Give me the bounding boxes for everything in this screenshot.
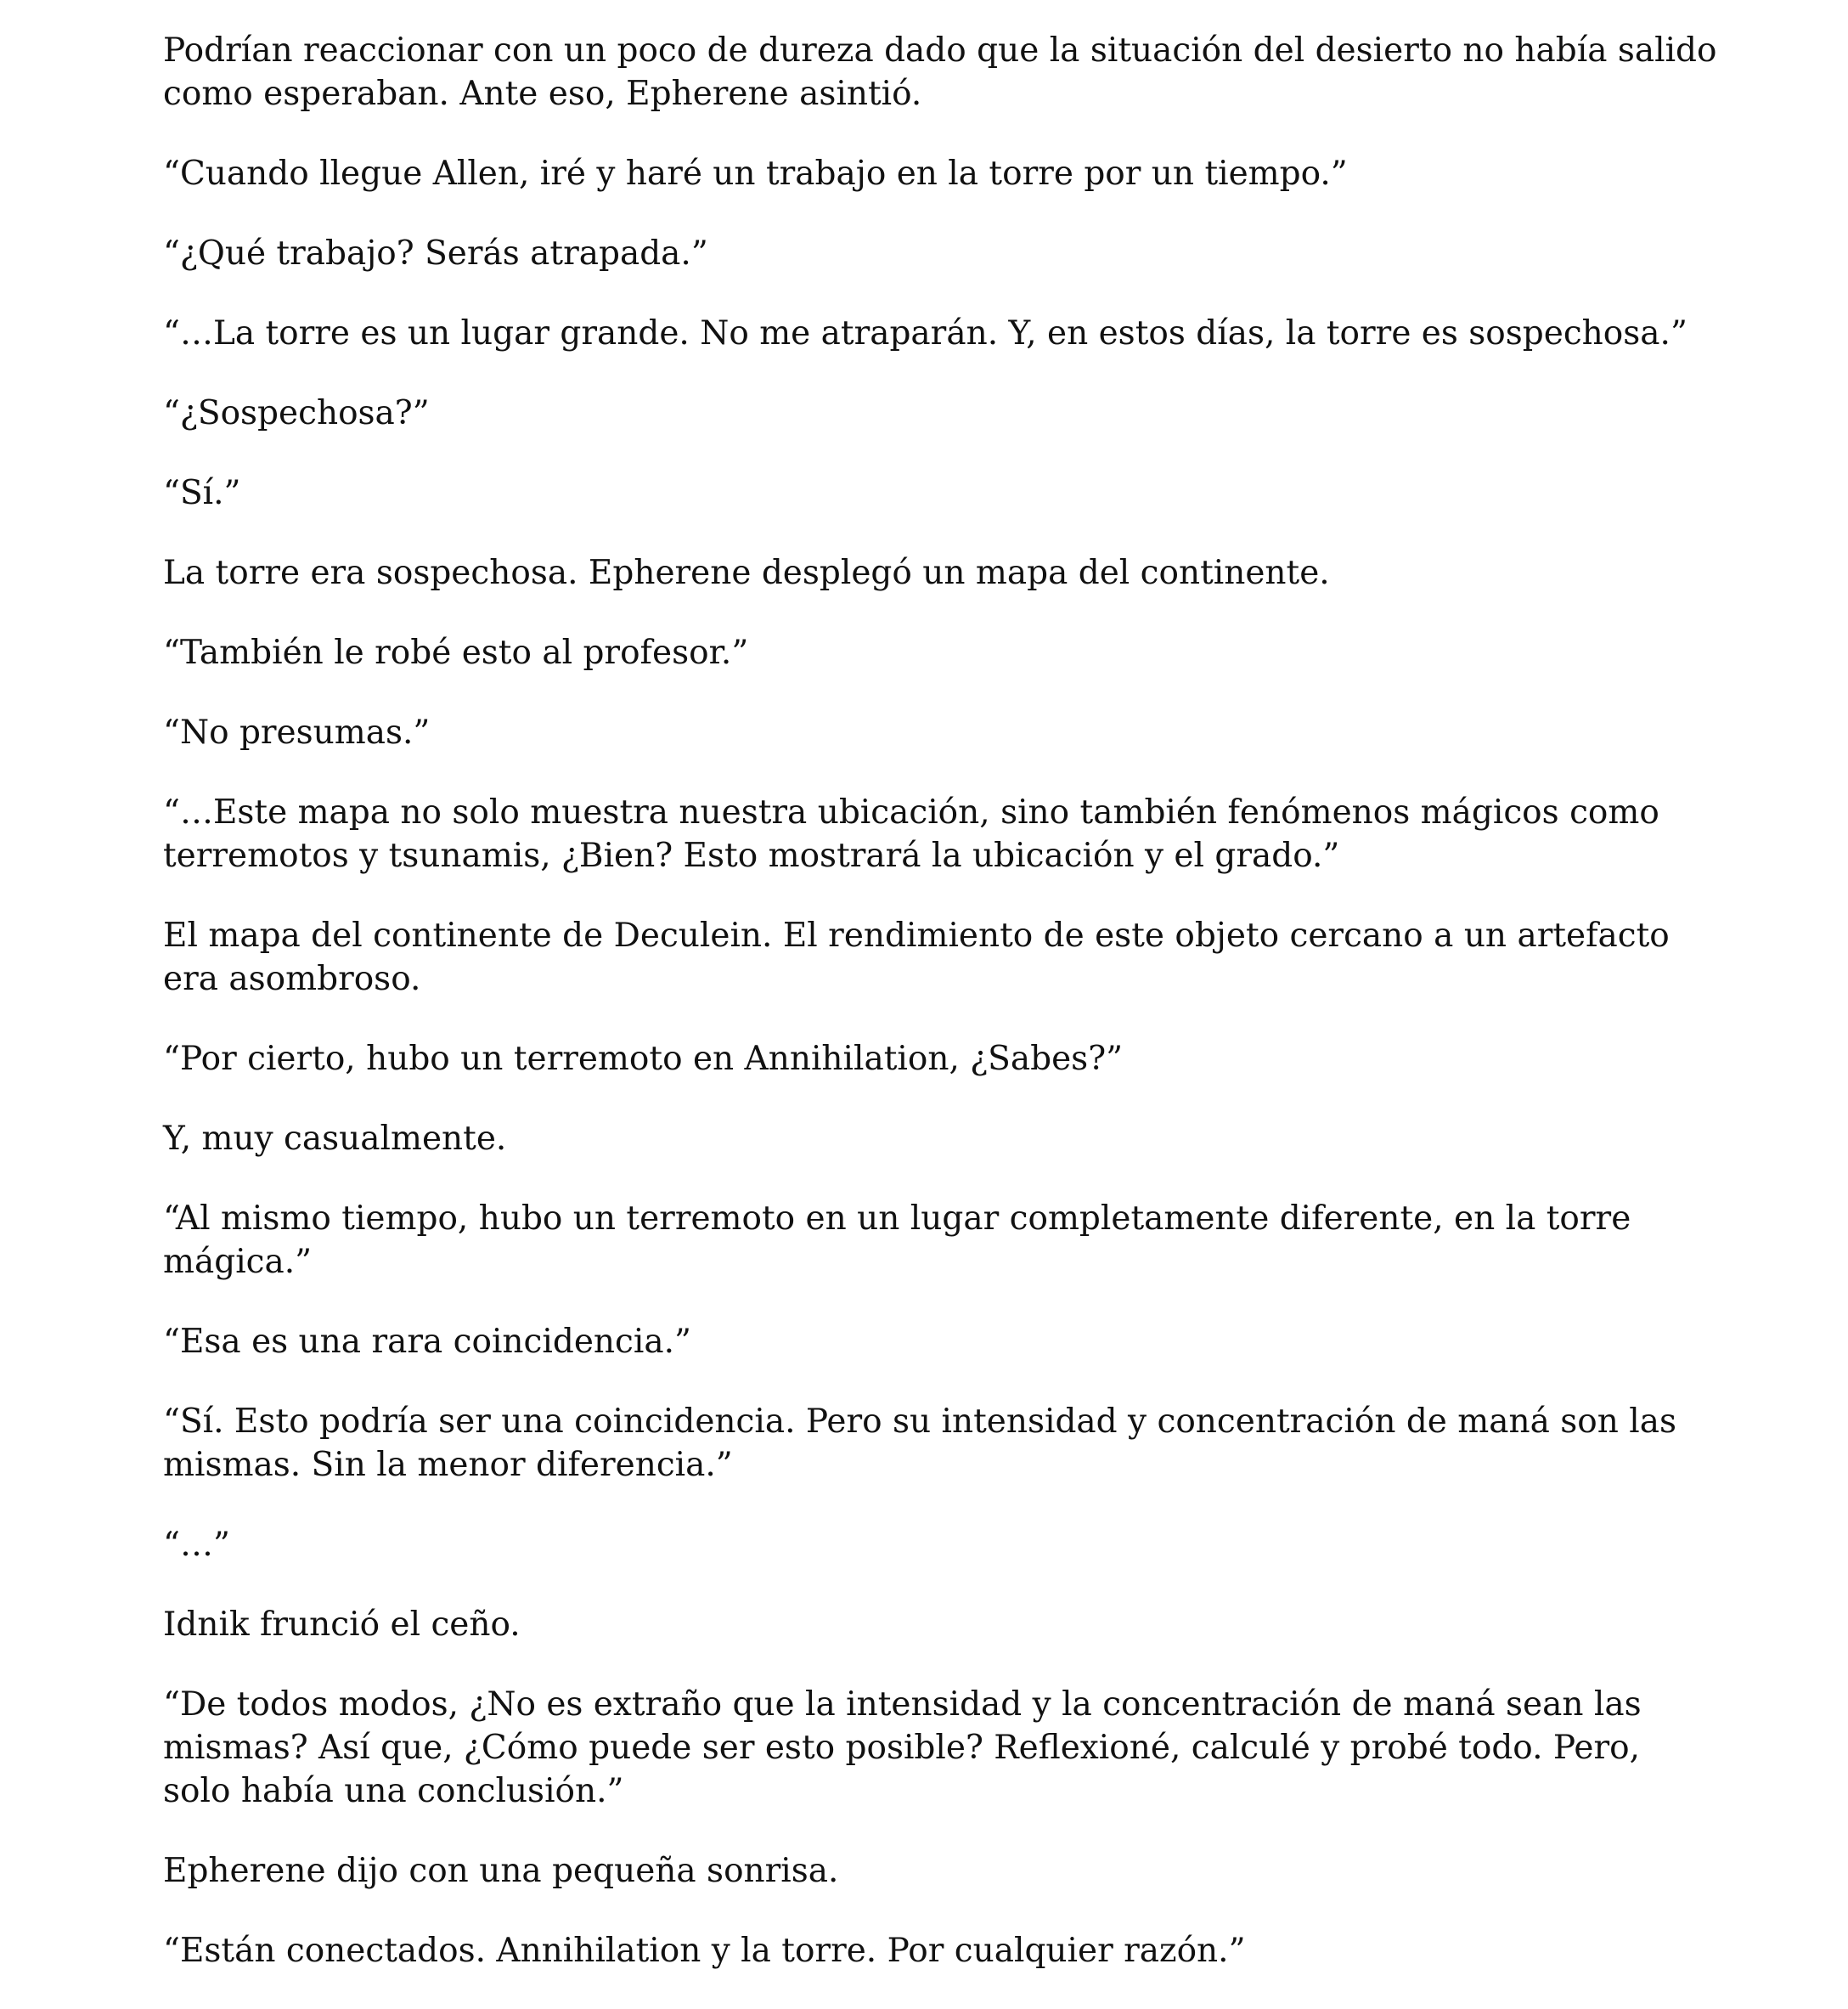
paragraph: El mapa del continente de Deculein. El rendimiento de este objeto cercano a un artefacto era asombroso.: [163, 917, 1670, 998]
paragraph: “Sí.”: [163, 474, 241, 512]
paragraph: “…”: [163, 1526, 230, 1564]
paragraph: “No presumas.”: [163, 714, 431, 752]
paragraph: “Cuando llegue Allen, iré y haré un trabajo en la torre por un tiempo.”: [163, 155, 1348, 193]
paragraph: “¿Sospechosa?”: [163, 394, 430, 432]
paragraph: “También le robé esto al profesor.”: [163, 634, 749, 672]
paragraph: “Al mismo tiempo, hubo un terremoto en un lugar completamente diferente, en la torre mágica.”: [163, 1199, 1631, 1281]
paragraph: “…Este mapa no solo muestra nuestra ubicación, sino también fenómenos mágicos como terremotos y tsunamis, ¿Bien? Esto mostrará la ubicación y el grado.”: [163, 793, 1659, 875]
paragraph: “…La torre es un lugar grande. No me atraparán. Y, en estos días, la torre es sospechosa.”: [163, 314, 1687, 353]
document-page: [163, 29, 1717, 2009]
paragraph: “Esa es una rara coincidencia.”: [163, 1323, 691, 1361]
paragraph: “Sí. Esto podría ser una coincidencia. Pero su intensidad y concentración de maná son las mismas. Sin la menor diferencia.”: [163, 1402, 1677, 1484]
paragraph: “Están conectados. Annihilation y la torre. Por cualquier razón.”: [163, 1932, 1246, 1970]
paragraph: “Por cierto, hubo un terremoto en Annihilation, ¿Sabes?”: [163, 1040, 1124, 1078]
paragraph: Podrían reaccionar con un poco de dureza dado que la situación del desierto no había salido como esperaban. Ante eso, Epherene asintió.: [163, 31, 1717, 113]
paragraph: “De todos modos, ¿No es extraño que la intensidad y la concentración de maná sean las mismas? Así que, ¿Cómo puede ser esto posible? Reflexioné, calculé y probé todo. Pero, solo había una conclusión.”: [163, 1685, 1642, 1810]
paragraph: Y, muy casualmente.: [163, 1120, 507, 1158]
paragraph: Idnik frunció el ceño.: [163, 1606, 521, 1644]
paragraph: Epherene dijo con una pequeña sonrisa.: [163, 1852, 839, 1890]
paragraph: La torre era sospechosa. Epherene desplegó un mapa del continente.: [163, 554, 1330, 592]
paragraph: “¿Qué trabajo? Serás atrapada.”: [163, 234, 708, 273]
